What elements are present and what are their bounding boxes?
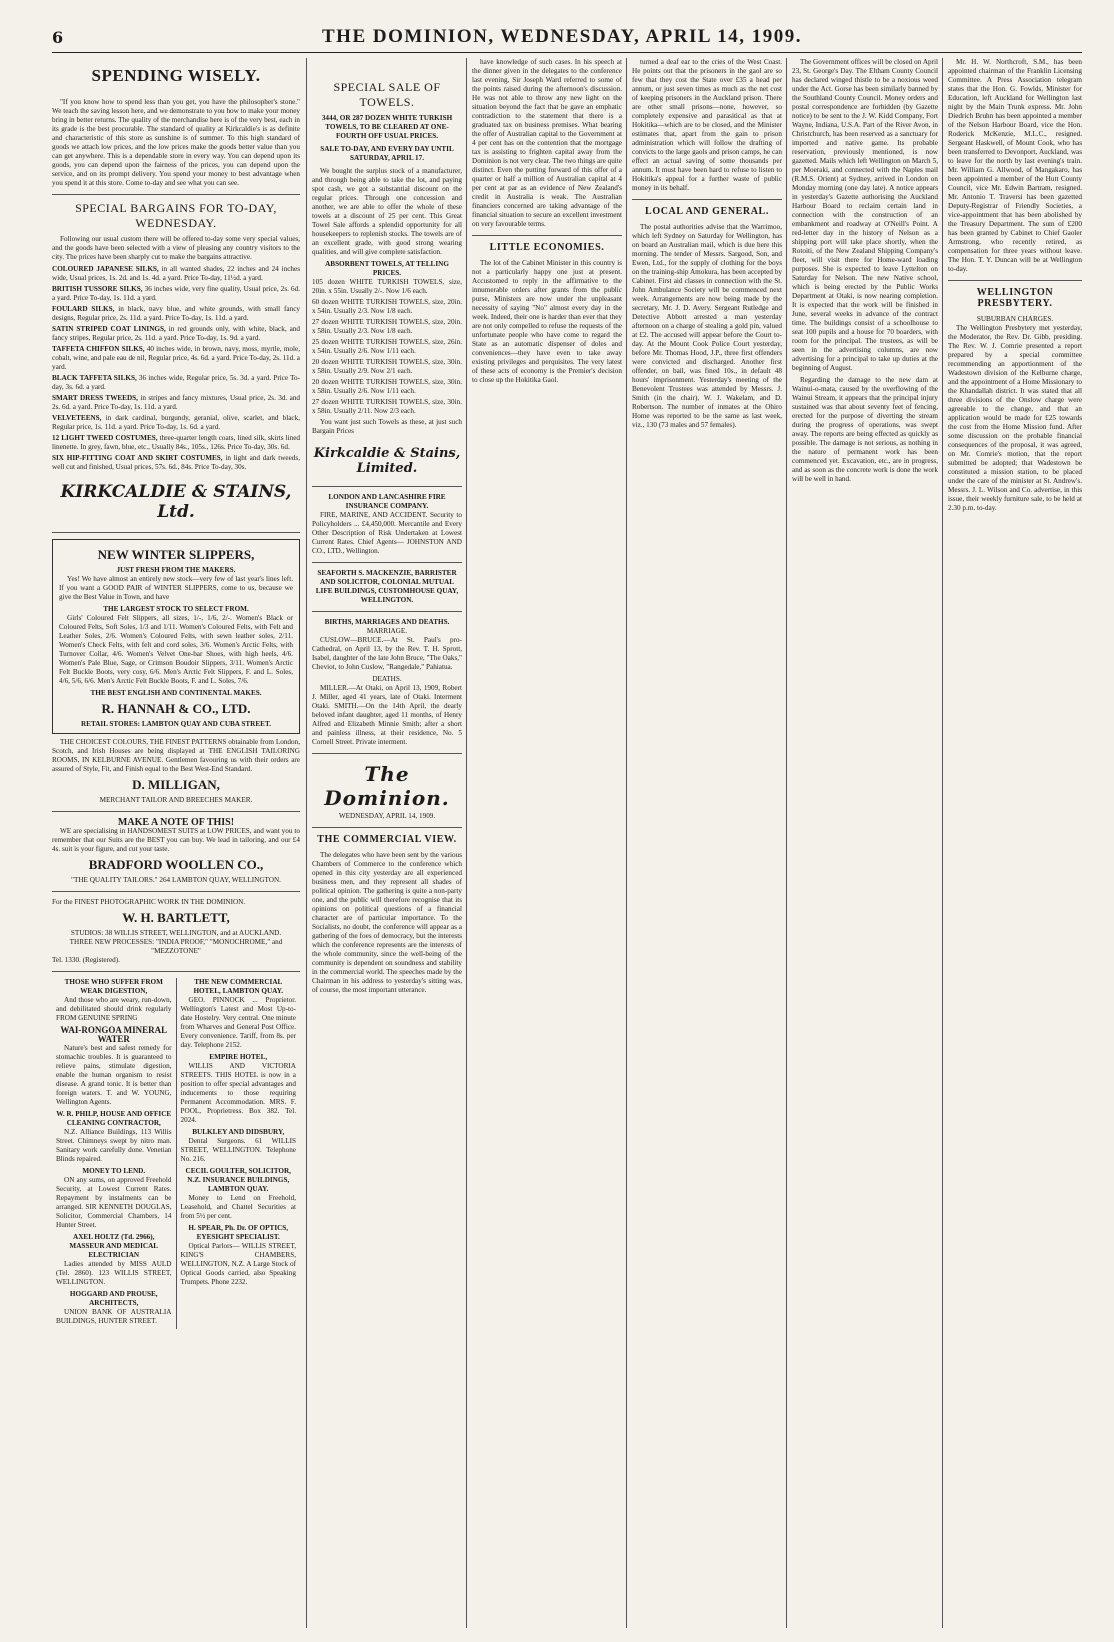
column-3: [472, 58, 622, 1628]
bargain-item: VELVETEENS, in dark cardinal, burgundy, geranial, olive, scarlet, and black, Regular price, 1s. 11d. a yard. Price To-day, 1s. 6d. a yard.: [52, 414, 300, 431]
small-ad-body: And those who are weary, run-down, and debilitated should drink regularly FROM GENUINE SPRING: [56, 996, 172, 1022]
bargain-item: SIX HIP-FITTING COAT AND SKIRT COSTUMES, in light and dark tweeds, well cut and finished, Usual prices, 57s. 6d., 84s. Price To-day, 30s.: [52, 454, 300, 471]
column-rule: [942, 58, 943, 1628]
bargain-item: TAFFETA CHIFFON SILKS, 40 inches wide, in brown, navy, moss, myrtle, mole, cobalt, wine, and pale eau de nil, Regular price, 4s. 6d. a yard. Price To-day, 2s. 11d. a yard.: [52, 345, 300, 371]
small-ad-body: Nature's best and safest remedy for stomachic troubles. It is guaranteed to relieve pains, stimulate digestion, enable the human organism to resist disease. A grand tonic. It is better than foreign waters. T. and W. YOUNG, Wellington Agents.: [56, 1044, 172, 1106]
small-ad-title: HOGGARD AND PROUSE, ARCHITECTS,: [69, 1290, 158, 1307]
small-ad-title: W. R. PHILP, HOUSE AND OFFICE CLEANING CONTRACTOR,: [56, 1110, 172, 1127]
commercial-continued: have knowledge of such cases. In his speech at the dinner given in the delegates to the conference last evening, Sir Joseph Ward referred to some of the points raised during the afternoon's discussion. He was not able to throw any new light on the situation beyond the fact that he gave an emphatic contradiction to the statement that there is a graduated tax on business premises. What bearing the offer of Australian capital to the Government at 4 per cent has on the contention that the mortgage tax is assisting to frighten capital away from the Dominion is not very clear. The two things are quite distinct. Even the putting forward of this offer of a quarter or half a million of Australian capital at 4 per cent at par as an evidence of New Zealand's credit in Australia is weak. The Australian financiers concerned are taking advantage of the financial situation to secure an excellent investment on very favourable terms.: [472, 58, 622, 228]
local-general-title: LOCAL AND GENERAL.: [645, 206, 769, 217]
small-ad-title: EMPIRE HOTEL,: [209, 1053, 268, 1061]
small-ad-body: Ladies attended by MISS AULD (Tel. 2860). 123 WILLIS STREET, WELLINGTON.: [56, 1260, 172, 1286]
column-2: [312, 58, 462, 1628]
column-rule: [466, 58, 467, 1628]
hannah-name: R. HANNAH & CO., LTD.: [101, 701, 251, 716]
hannah-address: RETAIL STORES: LAMBTON QUAY AND CUBA STREET.: [80, 720, 272, 728]
milligan-name: D. MILLIGAN,: [132, 777, 220, 792]
note-title: MAKE A NOTE OF THIS!: [117, 817, 235, 828]
column-rule: [786, 58, 787, 1628]
small-ads-right: [177, 978, 301, 1329]
slippers-ad: [52, 539, 300, 734]
bartlett-processes: THREE NEW PROCESSES: "INDIA PROOF," "MONOCHROME," and "MEZZOTONE": [69, 938, 283, 955]
small-ad-body: Optical Parlors— WILLIS STREET, KING'S CHAMBERS, WELLINGTON, N.Z. A Large Stock of Optical Goods carried, also Speaking Trumpets. Phone 2232.: [180, 1242, 296, 1286]
small-ad-title: THE NEW COMMERCIAL HOTEL, LAMBTON QUAY.: [193, 978, 284, 995]
bartlett-pre: For the FINEST PHOTOGRAPHIC WORK IN THE DOMINION.: [52, 898, 246, 906]
deaths-text: MILLER.—At Otaki, on April 13, 1909, Robert J. Miller, aged 41 years, late of Otaki. Interment Otaki. SMITH.—On the 14th April, the dearly beloved infant daughter, aged 11 months, of Henry Alfred and Elizabeth Minnie Smith; after a short and painless illness, at their residence, No. 5 Cornell Street. Private interment.: [312, 684, 462, 746]
towels-body: We bought the surplus stock of a manufacturer, and through being able to take the lot, and paying spot cash, we got a substantial discount on the regular prices. Through one concession and another, we are able to offer the whole of these towels at a discount of 25 per cent. This Great Towel Sale affords a splendid opportunity for all housekeepers to replenish stocks. The towels are of an excellent grade, with good strong wearing qualities, and will give complete satisfaction.: [312, 167, 462, 256]
small-ad-body: Money to Lend on Freehold, Leasehold, and Chattel Securities at from 5½ per cent.: [180, 1194, 296, 1220]
small-ad-title: WAI-RONGOA MINERAL WATER: [60, 1025, 168, 1044]
towel-item: 27 dozen WHITE TURKISH TOWELS, size, 30in. x 58in. Usually 2/11. Now 2/3 each.: [312, 398, 462, 415]
bargain-item: SATIN STRIPED COAT LININGS, in red grounds only, with white, black, and fancy stripes, Regular price, 2s. 11d. a yard. Price To-day, 1s. 9d. a yard.: [52, 325, 300, 342]
bargain-item: COLOURED JAPANESE SILKS, in all wanted shades, 22 inches and 24 inches wide, Usual prices, 1s. 2d. and 1s. 4d. a yard. Price To-day, 11½d. a yard.: [52, 265, 300, 282]
local-general-body: The postal authorities advise that the Warrimoo, which left Sydney on Saturday for Wellington, has on board an Australian mail, which is due here this morning. The tender of Messrs. Sargood, Son, and Ewen, Ltd., for the supply of clothing for the boys on the training-ship Amokura, has been accepted by Cabinet. First aid classes in connection with the St. John Ambulance Society will be commenced next week. Arrangements are now being made by the secretary, Mr. J. D. Avery. Sergeant Rutledge and Detective Abbott arrested a man yesterday afternoon on a charge of stealing a gold pin, valued at £2. The accused will appear before the Court to-day. At the Mount Cook Police Court yesterday, before Mr. Thomas Hood, J.P., three first offenders were convicted and discharged. Another first offender, on bail, was fined 10s., in default 48 hours' imprisonment. Yesterday's meeting of the Benevolent Trustees was attended by Messrs. J. Smith (in the chair), W. J. Wakelam, and D. Robertson. The number of inmates at the Ohiro Home was reported to be the same as last week, viz., 130 (73 males and 57 females).: [632, 223, 782, 429]
dominion-date: WEDNESDAY, APRIL 14, 1909.: [338, 812, 436, 820]
small-ad-body: Dental Surgeons. 61 WILLIS STREET, WELLINGTON. Telephone No. 216.: [180, 1137, 296, 1163]
small-ad-body: WILLIS AND VICTORIA STREETS. THIS HOTEL is now in a position to offer special advantages and inducements to those requiring Permanent Accommodation. MRS. F. POOL, Proprietress. Box 382. Tel. 2024.: [180, 1062, 296, 1124]
slippers-list: Girls' Coloured Felt Slippers, all sizes, 1/-, 1/6, 2/-. Women's Black or Coloured Felts, Soft Soles, 1/3 and 1/11. Women's Coloured Felts, with Felt and Leather Soles, 2/6. Women's Coloured Felts, with sewn leather soles, 2/11. Women's Check Felts, with felt and cord soles, 3/6. Women's Arctic Felts, with Turnover Collar, 4/6. Women's Velvet One-bar Shoes, with high heels, 4/6. Women's Pale Blue, Sage, or Crimson Boudoir Slippers, 3/11. Women's Arctic Felt Buckle Boots, very cosy, 6/6. Men's Arctic Felt Slippers, F. and L. Soles, 4/6, 5/6, 6/6. Men's Arctic Felt Buckle Boots, F. and L. Soles, 7/6.: [59, 614, 293, 685]
economies-continued: turned a deaf ear to the cries of the West Coast. He points out that the prisoners in the gaol are so few that they cost the State over £35 a head per annum, or just seven times as much as the net cost of keeping prisoners in the Auckland prison. There are other small prisons—none, however, so completely expensive and parasitical as that at Hokitika—which are to be closed, and the Minister estimates that, apart from the gain to prison administration which will follow the drafting of convicts to the large gaols and prison camps, he can effect an actual saving of some thousands per annum. It must have been hard to refuse to listen to Hokitika's appeal for a further waste of public money in its behalf.: [632, 58, 782, 192]
slippers-best: THE BEST ENGLISH AND CONTINENTAL MAKES.: [90, 689, 262, 697]
presbytery-body: The Wellington Presbytery met yesterday, the Moderator, the Rev. Dr. Gibb, presiding. The Rev. W. J. Comrie presented a report prepared by a special committee recommending an apportionment of the Wadestown division of the Kelburne charge, and the appointment of a Home Missionary to the Khandallah district. It was stated that all three divisions of the Onslow charge were agreeable to the change, and that an application would be made for £25 towards the cost from the Home Mission fund. After some discussion on the probable financial consequences of the proposal, it was agreed, on Mr. Comrie's motion, that the report submitted be adopted; that Wadestown be constituted a mission station, to be placed under the care of the minister at St. Andrew's. Messrs. J. L. Wilson and Co. advertise, in this issue, their weekly furniture sale, to be held at 2.30 p.m. to-day.: [948, 324, 1082, 512]
bradford-address: "THE QUALITY TAILORS." 264 LAMBTON QUAY, WELLINGTON.: [71, 876, 281, 884]
towel-item: 20 dozen WHITE TURKISH TOWELS, size, 30in. x 58in. Usually 2/6. Now 1/11 each.: [312, 378, 462, 395]
kirkcaldie-logo: KIRKCALDIE & STAINS, Ltd.: [60, 482, 292, 522]
bargains-intro: Following our usual custom there will be offered to-day some very special values, and the goods have been selected with a view of pleasing any country visitors to the city. The prices have been sharply cut to make the bargains attractive.: [52, 235, 300, 261]
bargain-item: BLACK TAFFETA SILKS, 36 inches wide, Regular price, 5s. 3d. a yard. Price To-day, 3s. 6d. a yard.: [52, 374, 300, 391]
london-body: FIRE, MARINE, AND ACCIDENT. Security to Policyholders ... £4,450,000. Mercantile and Every Other Description of Risk Undertaken at Lowest Current Rates. Chief Agents— JOHNSTON AND CO., LTD., Wellington.: [312, 511, 462, 555]
slippers-sub: JUST FRESH FROM THE MAKERS.: [116, 566, 236, 574]
bargain-item: SMART DRESS TWEEDS, in stripes and fancy mixtures, Usual price, 2s. 3d. and 2s. 6d. a yard. Price To-day, 1s. 11d. a yard.: [52, 394, 300, 411]
towels-absorbent: ABSORBENT TOWELS, AT TELLING PRICES.: [325, 260, 449, 277]
small-ad-title: THOSE WHO SUFFER FROM WEAK DIGESTION,: [64, 978, 163, 995]
page-number: 6: [52, 28, 64, 47]
bartlett-tel: Tel. 1330. (Registered).: [52, 956, 120, 964]
column-1: [52, 58, 300, 1628]
slippers-title: NEW WINTER SLIPPERS,: [97, 547, 255, 562]
dominion-logo: The Dominion.: [324, 762, 450, 810]
marriage-heading: MARRIAGE.: [366, 627, 408, 635]
personal-notes: Mr. H. W. Northcroft, S.M., has been appointed chairman of the Franklin Licensing Committee. A Press Association telegram states that the Hon. G. Fowlds, Minister for Education, left Auckland for Wellington last night by the Main Trunk express. Mr. John Diedrich Bruhn has been appointed a member of the Nelson Harbour Board, vice the Hon. Roderick McKenzie, M.L.C., resigned. Sergeant Haskwell, of Mount Cook, who has been transferred to Devonport, Auckland, was to leave for the north by last evening's train. Mr. William G. Allwood, of Mangakaro, has been appointed a member of the Hutt County Council, vice Mr. Edwin Bartram, resigned. Mr. Antonio T. Traversi has been gazetted Deputy-Registrar of Friendly Societies, a vice-appointment that has been abolished by the Treasury Department. The sum of £200 has been granted by Cabinet to Chief Gaoler Armstrong, who recently retired, as compensation for three years without leave. The Hon. T. Y. Duncan will be at Wellington to-day.: [948, 58, 1082, 273]
bargains-title: SPECIAL BARGAINS FOR TO-DAY, WEDNESDAY.: [75, 201, 277, 230]
small-ad-body: GEO. PINNOCK ... Proprietor. Wellington's Latest and Most Up-to-date Hostelry. Very central. One minute from Wharves and General Post Office. Every convenience. Tariff, from 8s. per day. Telephone 2152.: [180, 996, 296, 1049]
bmd-title: BIRTHS, MARRIAGES AND DEATHS.: [324, 618, 450, 626]
small-ad-title: BULKLEY AND DIDSBURY,: [192, 1128, 285, 1136]
small-ads-grid: [52, 978, 300, 1329]
presbytery-title: WELLINGTON PRESBYTERY.: [976, 287, 1054, 309]
small-ad-body: UNION BANK OF AUSTRALIA BUILDINGS, HUNTER STREET.: [56, 1308, 172, 1325]
spending-title: SPENDING WISELY.: [91, 66, 261, 85]
towels-date: SALE TO-DAY, AND EVERY DAY UNTIL SATURDAY, APRIL 17.: [320, 145, 454, 162]
local-notes: The Government offices will be closed on April 23, St. George's Day. The Eltham County Council has declared winged thistle to be a noxious weed under the Act. Gorse has been similarly banned by the Southland County Council. Money orders and postal correspondence are forbidden (by Gazette notice) to be sent to the J. W. Kidd Company, Fort Wayne, Indiana, U.S.A. Part of the River Avon, in Christchurch, has been reserved as a sanctuary for imported and native game. Its probable reservation, previously mentioned, is now gazetted. Mails which left Wellington on March 5, per Moeraki, and connected with the Naples mail (R.M.S. Orient) at Sydney, arrived in London on Monday morning (one day late). A notice appears in yesterday's Gazette authorising the Auckland Harbour Board to reclaim certain land in connection with the construction of an embankment and roadway at O'Neill's Point. A red-letter day in the history of Nelson as a shipping port will take place shortly, when the Rotoiti, of the New Zealand Shipping Company's fleet, will visit there for Home-ward loading purposes. She is expected to leave Lyttelton on Saturday for Nelson. The new Native school, which is being erected by the Public Works Department at Otaki, is now nearing completion. It is expected that the work will be finished in June, several weeks in advance of the contract time. The buildings consist of a schoolhouse to seat 100 pupils and a house for 70 boarders, with room for the principal. The trustees, as will be seen in the advertising columns, are now advertising for a principal to take up duties at the beginning of August.: [792, 58, 938, 372]
marriage-text: CUSLOW—BRUCE.—At St. Paul's pro-Cathedral, on April 13, by the Rev. T. H. Sprott, Isabel, daughter of the late John Bruce, "The Oaks," Cheviot, to John Cuslow, "Rangedale," Pahiatua.: [312, 636, 462, 671]
commercial-body: The delegates who have been sent by the various Chambers of Commerce to the conference which opened in this city yesterday are all experienced business men, and they represent all shades of political opinion. The gathering is quite a non-party one, and the public will therefore recognise that its opinions on political questions of a financial character are of particular importance. To the Socialists, no doubt, the conference will appear as a gathering of the foes of democracy, but the interests which the conference represents are the interests of the whole community, since the well-being of the community is dependent on soundness and stability in the commercial world. The speeches made by the Chairman in his address to yesterday's sitting was, of course, the most important utterance.: [312, 851, 462, 994]
small-ad-title: CECIL GOULTER, SOLICITOR, N.Z. INSURANCE BUILDINGS, LAMBTON QUAY.: [185, 1167, 291, 1193]
towel-item: 105 dozen WHITE TURKISH TOWELS, size, 20in. x 55in. Usually 2/-. Now 1/6 each.: [312, 278, 462, 295]
bartlett-name: W. H. BARTLETT,: [122, 910, 230, 925]
towels-sub: 3444, OR 287 DOZEN WHITE TURKISH TOWELS, TO BE CLEARED AT ONE-FOURTH OFF USUAL PRICES.: [321, 114, 453, 140]
london-title: LONDON AND LANCASHIRE FIRE INSURANCE COMPANY.: [328, 493, 446, 510]
presbytery-sub: SUBURBAN CHARGES.: [976, 315, 1054, 323]
towel-item: 25 dozen WHITE TURKISH TOWELS, size, 26in. x 54in. Usually 2/6. Now 1/11 each.: [312, 338, 462, 355]
bradford-name: BRADFORD WOOLLEN CO.,: [88, 857, 264, 872]
seaforth-ad: SEAFORTH S. MACKENZIE, BARRISTER AND SOLICITOR, COLONIAL MUTUAL LIFE BUILDINGS, CUSTOMHOUSE QUAY, WELLINGTON.: [315, 569, 459, 604]
milligan-text: THE CHOICEST COLOURS, THE FINEST PATTERNS obtainable from London, Scotch, and Irish Houses are being displayed at THE ENGLISH TAILORING ROOMS, IN KELBURNE AVENUE. Gentlemen favouring us with their orders are assured of Style, Fit, and Finish equal to the Best West-End Standard.: [52, 738, 300, 773]
bargain-item: FOULARD SILKS, in black, navy blue, and white grounds, with small fancy designs, Regular price, 2s. 11d. a yard. Price To-day, 1s. 11d. a yard.: [52, 305, 300, 322]
deaths-heading: DEATHS.: [372, 675, 402, 683]
commercial-title: THE COMMERCIAL VIEW.: [317, 834, 457, 845]
bargain-list: [52, 265, 300, 472]
column-5: [792, 58, 938, 1628]
column-6: [948, 58, 1082, 1628]
towel-item: 27 dozen WHITE TURKISH TOWELS, size, 20in. x 58in. Usually 2/3. Now 1/8 each.: [312, 318, 462, 335]
small-ad-title: H. SPEAR, Ph. Dr. OF OPTICS, EYESIGHT SPECIALIST.: [188, 1224, 289, 1241]
local-notes-2: Regarding the damage to the new dam at Wainui-o-mata, caused by the overflowing of the Wainui Stream, it appears that the principal injury sustained was that about seventy feet of fencing, erected for the purpose of diverting the stream during the progress of operations, was swept away. The reports are being effected as quickly as possible. The damage is not serious, as nothing in the nature of permanent work has been commenced yet. Excavation, etc., are in progress, and as soon as the concrete work is done the work will be well in hand.: [792, 376, 938, 483]
towel-item: 20 dozen WHITE TURKISH TOWELS, size, 30in. x 58in. Usually 2/9. Now 2/1 each.: [312, 358, 462, 375]
towel-item: 60 dozen WHITE TURKISH TOWELS, size, 20in. x 54in. Usually 2/3. Now 1/8 each.: [312, 298, 462, 315]
masthead-title: THE DOMINION, WEDNESDAY, APRIL 14, 1909.: [322, 26, 803, 47]
note-body: WE are specialising in HANDSOMEST SUITS at LOW PRICES, and want you to remember that our Suits are the BEST you can buy. We lead in tailoring, and our £4 4s. suit is your figure, and cut your taste.: [52, 827, 300, 853]
slippers-body: Yes! We have almost an entirely new stock—very few of last year's lines left. If you want a GOOD PAIR of WINTER SLIPPERS, come to us, because we give the Best Value in Town, and have: [59, 575, 293, 601]
small-ad-title: AXEL HOLTZ (Td. 2966), MASSEUR AND MEDICAL ELECTRICIAN: [69, 1233, 159, 1259]
spending-body: "If you know how to spend less than you get, you have the philosopher's stone." We teach the saving lesson here, and we demonstrate to you how to make your money bring in better returns. The quality of the merchandise here is of the very best, each in its grade is the best procurable. The standard of quality at Kirkcaldie's is as definite and characteristic of this store as sunshine is of summer. To this high standard of goods we attach low prices, and the low prices make the goods better value than you can get anywhere. This is a dependable store in every way. You can depend upon its goods, you can depend upon the fairness of the prices, you can depend upon the service, and on its prompt delivery. You spend your money to best advantage when you spend it at this store. Come to-day and see what you can see.: [52, 98, 300, 187]
kirkcaldie-logo-2: Kirkcaldie & Stains, Limited.: [313, 446, 461, 476]
small-ad-body: N.Z. Alliance Buildings, 113 Willis Street. Chimneys swept by nitro man. Sanitary work carefully done. Venetian Blinds repaired.: [56, 1128, 172, 1163]
bartlett-address: STUDIOS: 38 WILLIS STREET, WELLINGTON, and at AUCKLAND.: [70, 929, 282, 937]
bargain-item: BRITISH TUSSORE SILKS, 36 inches wide, very fine quality, Usual price, 2s. 6d. a yard. Price To-day, 1s. 11d. a yard.: [52, 285, 300, 302]
column-rule: [306, 58, 307, 1628]
small-ad-title: MONEY TO LEND.: [82, 1167, 146, 1175]
little-economies-title: LITTLE ECONOMIES.: [489, 242, 605, 253]
little-economies-body: The lot of the Cabinet Minister in this country is not a particularly happy one just at present. Accustomed to reply in the affirmative to the innumerable orders after grants from the public purse, Ministers are now under the unpleasant necessity of saying "No" almost every day in the week. Indeed, their one is harder than ever that they are not only compelled to refuse the requests of the unfortunate people who have come to regard the State as an automatic dispenser of doles and conveniences—they have even to take away existing privileges and perquisites. The very latest of these acts of economy is the Premier's decision to close up the Hokitika Gaol.: [472, 259, 622, 384]
bargain-item: 12 LIGHT TWEED COSTUMES, three-quarter length coats, lined silk, skirts lined linenette. In grey, fawn, blue, etc., Usually 84s., 105s., 126s. Price To-day, 30s. 6d.: [52, 434, 300, 451]
column-4: [632, 58, 782, 1628]
milligan-role: MERCHANT TAILOR AND BREECHES MAKER.: [99, 796, 253, 804]
slippers-selection: THE LARGEST STOCK TO SELECT FROM.: [103, 605, 249, 613]
column-rule: [626, 58, 627, 1628]
small-ads-left: [52, 978, 177, 1329]
small-ad-body: ON any sums, on approved Freehold Security, at Lowest Current Rates. Repayment by instalments can be arranged. SIR KENNETH DOUGLAS, Solicitor, Commercial Chambers, 14 Hunter Street.: [56, 1176, 172, 1229]
towels-close: You want just such Towels as these, at just such Bargain Prices: [312, 418, 462, 435]
towels-title: SPECIAL SALE OF TOWELS.: [333, 80, 441, 109]
masthead: [52, 26, 1082, 53]
